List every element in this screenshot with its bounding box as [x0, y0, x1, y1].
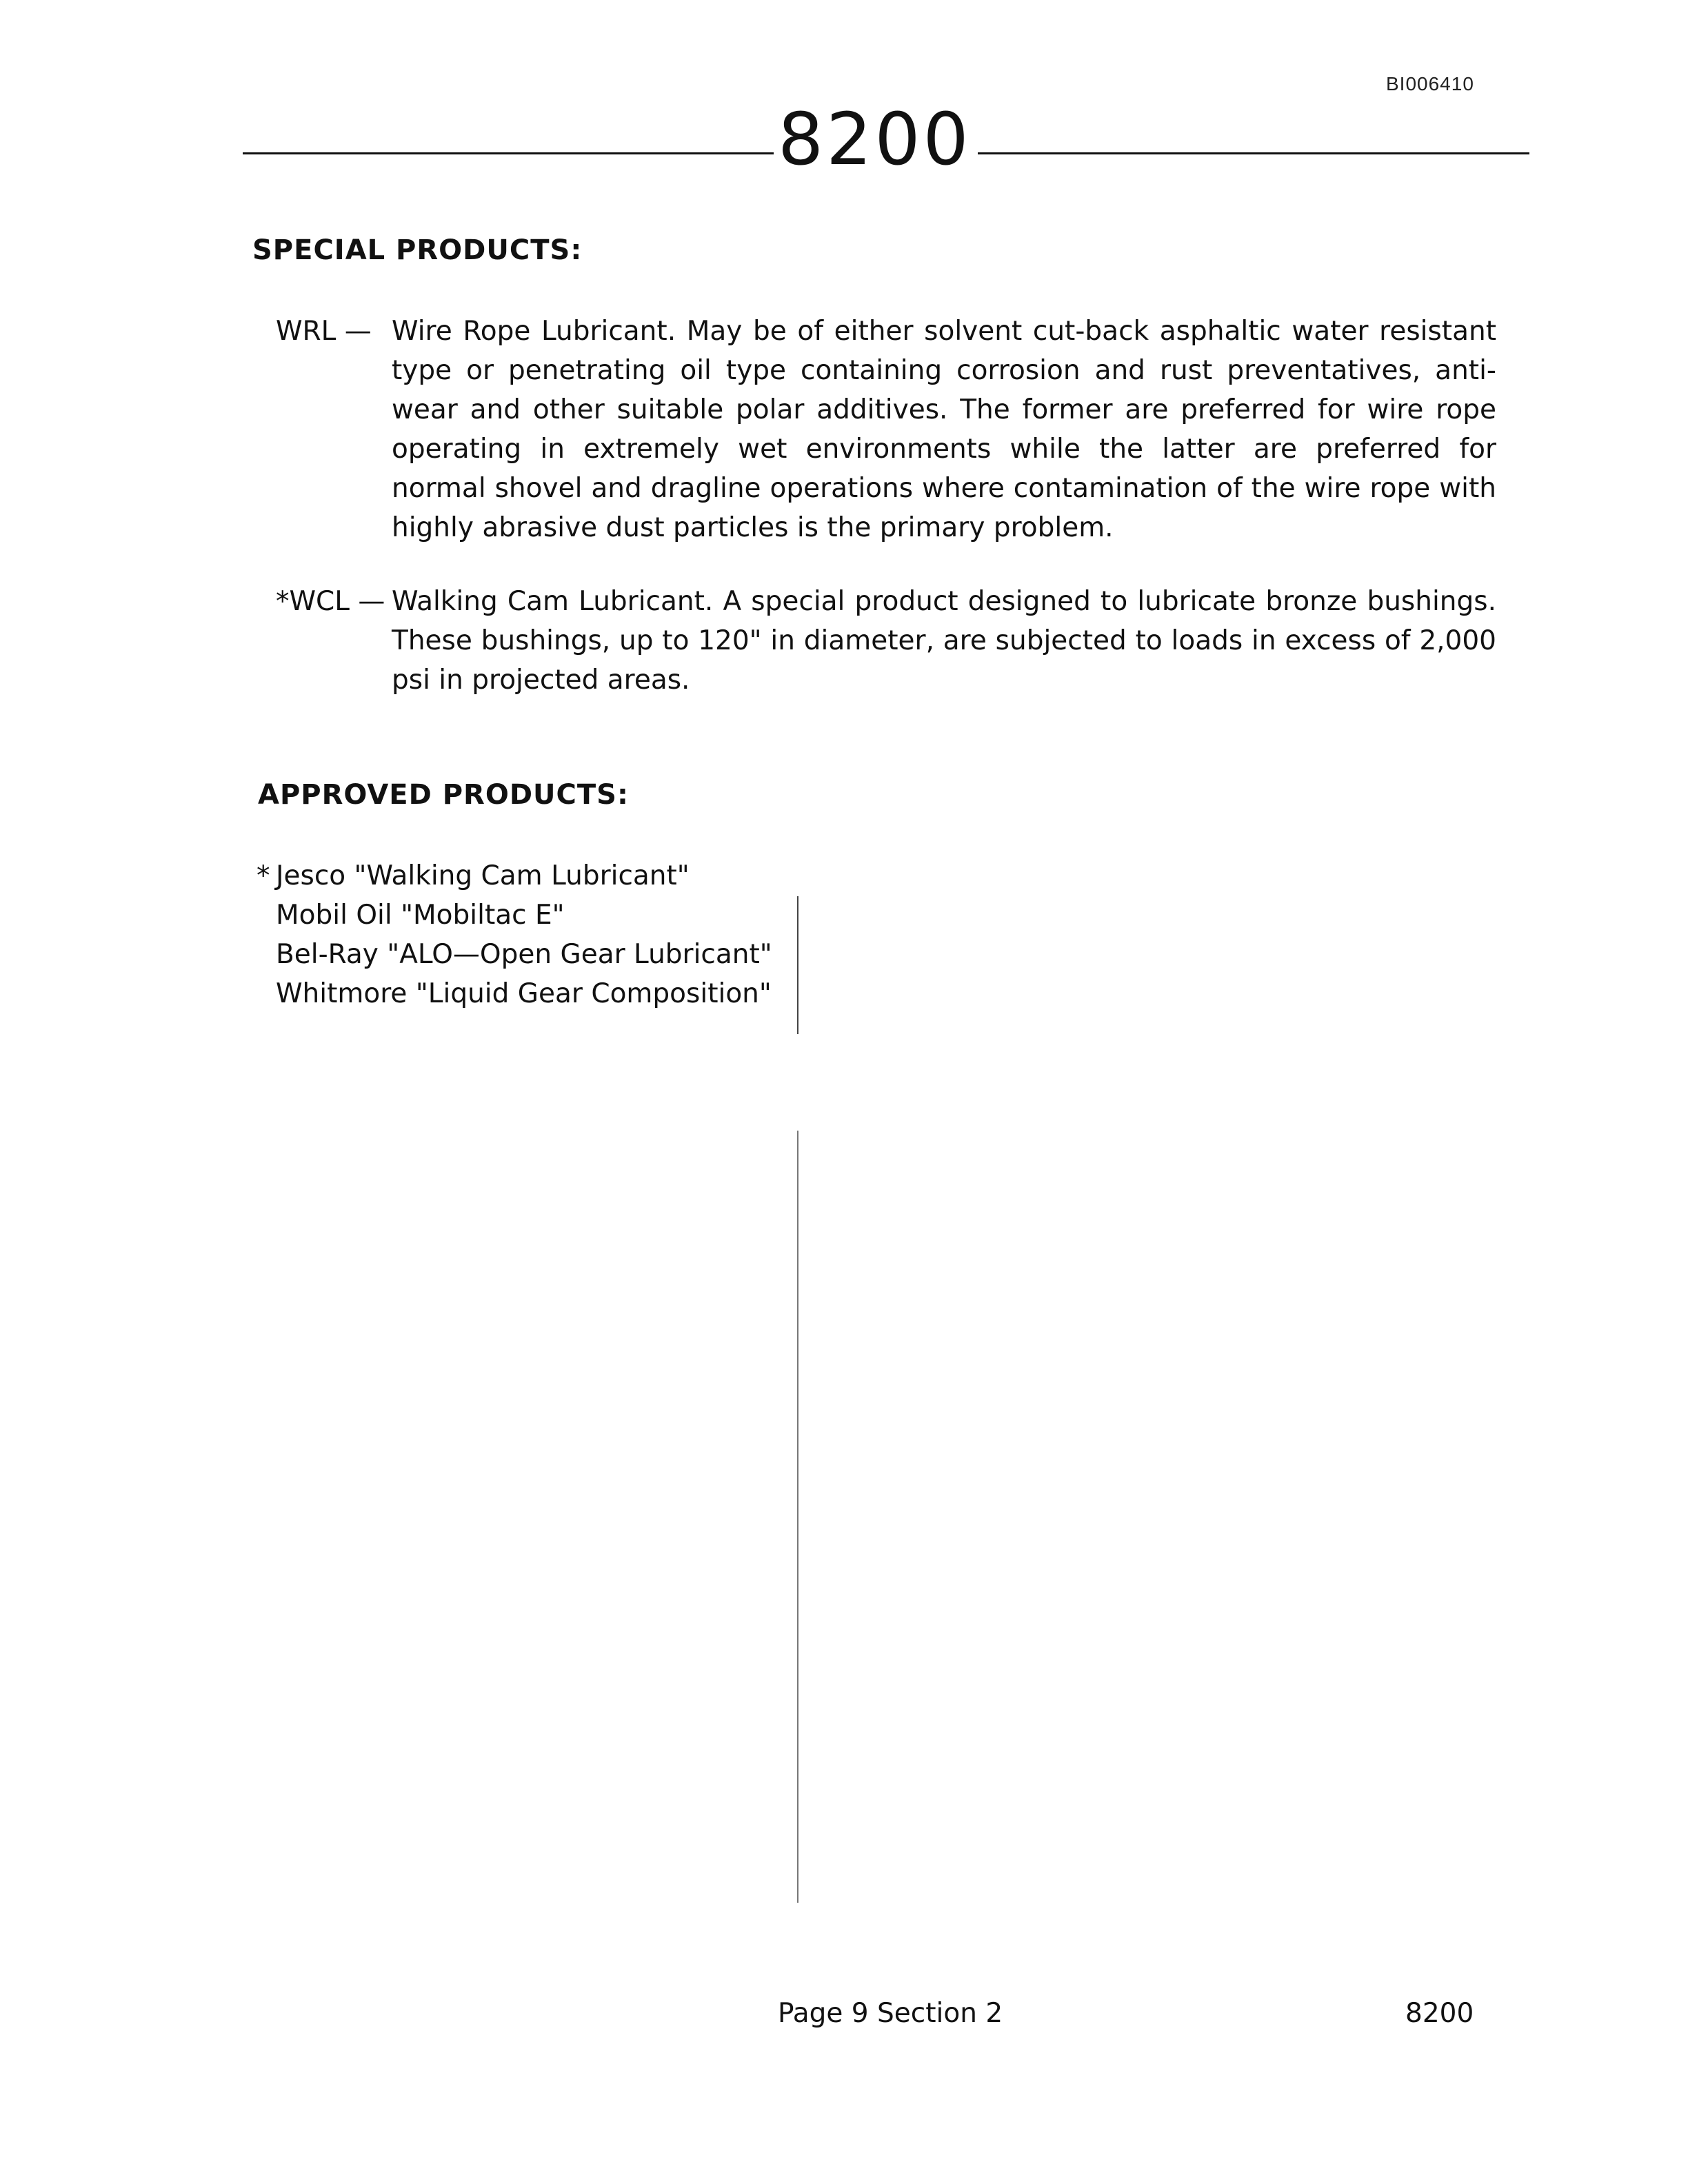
column-divider-line: [797, 896, 798, 1034]
approved-products-list: [257, 856, 772, 1013]
special-products-heading: SPECIAL PRODUCTS:: [252, 234, 583, 266]
list-item: [257, 935, 772, 974]
list-item: [257, 856, 772, 896]
product-description: Walking Cam Lubricant. A special product designed to lubricate bronze bushings. These bushings, up to 120" in diameter, are subjected to loads in excess of 2,000 psi in projected areas.: [392, 586, 1496, 696]
approved-product-name: Bel-Ray "ALO—Open Gear Lubricant": [276, 939, 772, 970]
product-code: WRL —: [276, 316, 372, 347]
column-divider-line: [797, 1131, 798, 1903]
footer-page-label: Page 9 Section 2: [778, 1998, 1003, 2029]
approved-product-name: Whitmore "Liquid Gear Composition": [276, 978, 772, 1009]
page-title: 8200: [778, 97, 972, 181]
list-item: [257, 896, 772, 935]
approved-products-heading: APPROVED PRODUCTS:: [258, 779, 629, 811]
list-item: [257, 974, 772, 1013]
approved-product-name: Mobil Oil "Mobiltac E": [276, 900, 565, 931]
approved-product-name: Jesco "Walking Cam Lubricant": [276, 860, 690, 891]
product-description: Wire Rope Lubricant. May be of either solvent cut-back asphaltic water resistant type or penetrating oil type containing corrosion and rust preventatives, anti-wear and other suitable polar additives. The former are preferred for wire rope operating in extremely wet environments while the latter are preferred for normal shovel and dragline operations where contamination of the wire rope with highly abrasive dust particles is the primary problem.: [392, 316, 1496, 543]
product-entry-wrl: [276, 312, 1496, 547]
product-code: *WCL —: [276, 586, 385, 617]
document-id: BI006410: [1386, 73, 1474, 94]
product-entry-wcl: [276, 582, 1496, 700]
footer-doc-number: 8200: [1405, 1998, 1474, 2029]
asterisk-marker: *: [257, 860, 270, 891]
header-rule-left: [243, 152, 774, 154]
header-rule-right: [978, 152, 1529, 154]
